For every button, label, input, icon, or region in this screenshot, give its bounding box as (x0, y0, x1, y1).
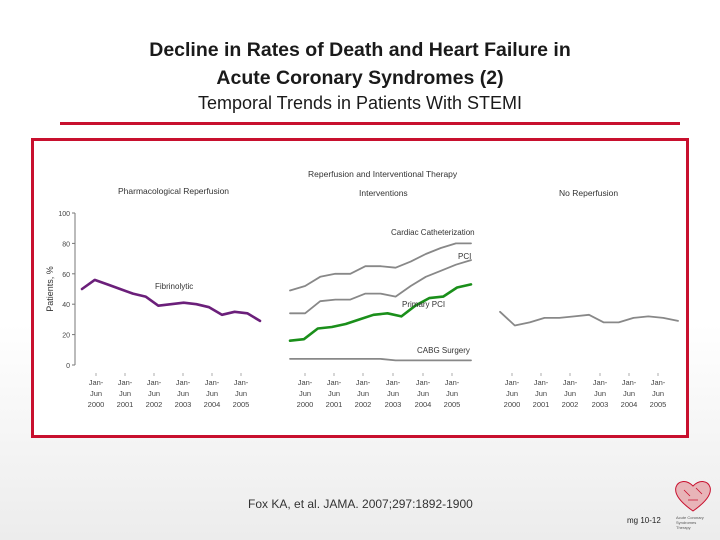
series-label: Cardiac Catheterization (391, 228, 475, 237)
x-tick-label: Jan- (204, 378, 220, 387)
x-tick-label: Jan- (504, 378, 520, 387)
series-label: PCI (458, 252, 472, 261)
y-axis-label: Patients, % (45, 266, 55, 312)
panel-title: No Reperfusion (559, 188, 619, 198)
x-tick-label: 2000 (87, 400, 105, 409)
y-tick-label: 60 (62, 271, 70, 279)
x-tick-label: Jan- (326, 378, 342, 387)
x-tick-label: Jan- (444, 378, 460, 387)
series-line-cardiac-catheterization (290, 243, 471, 290)
slide-title (60, 36, 660, 92)
series-line-cabg-surgery (290, 359, 471, 361)
x-tick-label: Jun (563, 389, 577, 398)
x-tick-label: Jun (593, 389, 607, 398)
x-tick-label: 2004 (620, 400, 638, 409)
citation: Fox KA, et al. JAMA. 2007;297:1892-1900 (248, 497, 473, 511)
slide-subtitle: Temporal Trends in Patients With STEMI (197, 93, 523, 113)
panel-title: Interventions (359, 188, 408, 198)
x-tick-label: Jan- (297, 378, 313, 387)
x-tick-label: 2002 (145, 400, 163, 409)
x-tick-label: Jan- (592, 378, 608, 387)
series-label: Fibrinolytic (155, 282, 194, 291)
panel-title: Pharmacological Reperfusion (118, 186, 230, 196)
title-divider (60, 122, 680, 125)
x-tick-label: Jun (89, 389, 103, 398)
x-tick-label: 2002 (354, 400, 372, 409)
x-tick-label: Jan- (415, 378, 431, 387)
x-tick-label: Jun (205, 389, 219, 398)
x-tick-label: Jan- (233, 378, 249, 387)
logo-text-line: Acute Coronary (676, 515, 704, 520)
x-tick-label: Jun (416, 389, 430, 398)
logo-text-line: Syndromes (676, 520, 697, 525)
y-tick-label: 0 (66, 363, 70, 370)
x-tick-label: 2002 (561, 400, 579, 409)
x-tick-label: Jun (118, 389, 132, 398)
x-tick-label: Jun (534, 389, 548, 398)
x-tick-label: 2001 (325, 400, 343, 409)
x-tick-label: Jun (298, 389, 312, 398)
x-tick-label: 2001 (116, 400, 134, 409)
y-tick-label: 40 (62, 302, 70, 310)
title-line-2: Acute Coronary Syndromes (2) (216, 67, 504, 89)
x-tick-label: Jan- (117, 378, 133, 387)
x-tick-label: Jun (176, 389, 190, 398)
chart (34, 141, 686, 435)
x-tick-label: 2003 (384, 400, 402, 409)
title-line-1: Decline in Rates of Death and Heart Failure in (149, 39, 571, 61)
series-label: Primary PCI (402, 300, 446, 309)
x-tick-label: Jun (651, 389, 665, 398)
logo-text-line: Therapy (676, 525, 691, 530)
y-tick-label: 100 (58, 211, 70, 218)
x-tick-label: Jan- (355, 378, 371, 387)
series-line-no-reperfusion (500, 312, 678, 326)
figure-frame (31, 138, 689, 438)
x-tick-label: Jan- (621, 378, 637, 387)
x-tick-label: 2003 (591, 400, 609, 409)
x-tick-label: Jun (622, 389, 636, 398)
x-tick-label: Jan- (88, 378, 104, 387)
x-tick-label: Jun (234, 389, 248, 398)
x-tick-label: Jan- (146, 378, 162, 387)
x-tick-label: Jun (147, 389, 161, 398)
x-tick-label: 2000 (503, 400, 521, 409)
x-tick-label: 2003 (174, 400, 192, 409)
x-tick-label: 2000 (296, 400, 314, 409)
x-tick-label: Jan- (650, 378, 666, 387)
x-tick-label: Jan- (175, 378, 191, 387)
chart-header: Reperfusion and Interventional Therapy (308, 169, 458, 179)
x-tick-label: Jan- (385, 378, 401, 387)
x-tick-label: 2004 (414, 400, 432, 409)
y-tick-label: 80 (62, 241, 70, 249)
x-tick-label: Jan- (562, 378, 578, 387)
x-tick-label: 2005 (232, 400, 250, 409)
x-tick-label: 2001 (532, 400, 550, 409)
logo-text (676, 515, 716, 530)
slide-code: mg 10-12 (627, 516, 661, 525)
x-tick-label: Jun (356, 389, 370, 398)
x-tick-label: 2005 (443, 400, 461, 409)
x-tick-label: Jun (445, 389, 459, 398)
x-tick-label: Jun (327, 389, 341, 398)
x-tick-label: Jun (386, 389, 400, 398)
heart-logo-icon (672, 478, 714, 514)
x-tick-label: 2004 (203, 400, 221, 409)
x-tick-label: Jun (505, 389, 519, 398)
series-label: CABG Surgery (417, 346, 470, 355)
x-tick-label: 2005 (649, 400, 667, 409)
y-tick-label: 20 (62, 332, 70, 340)
x-tick-label: Jan- (533, 378, 549, 387)
